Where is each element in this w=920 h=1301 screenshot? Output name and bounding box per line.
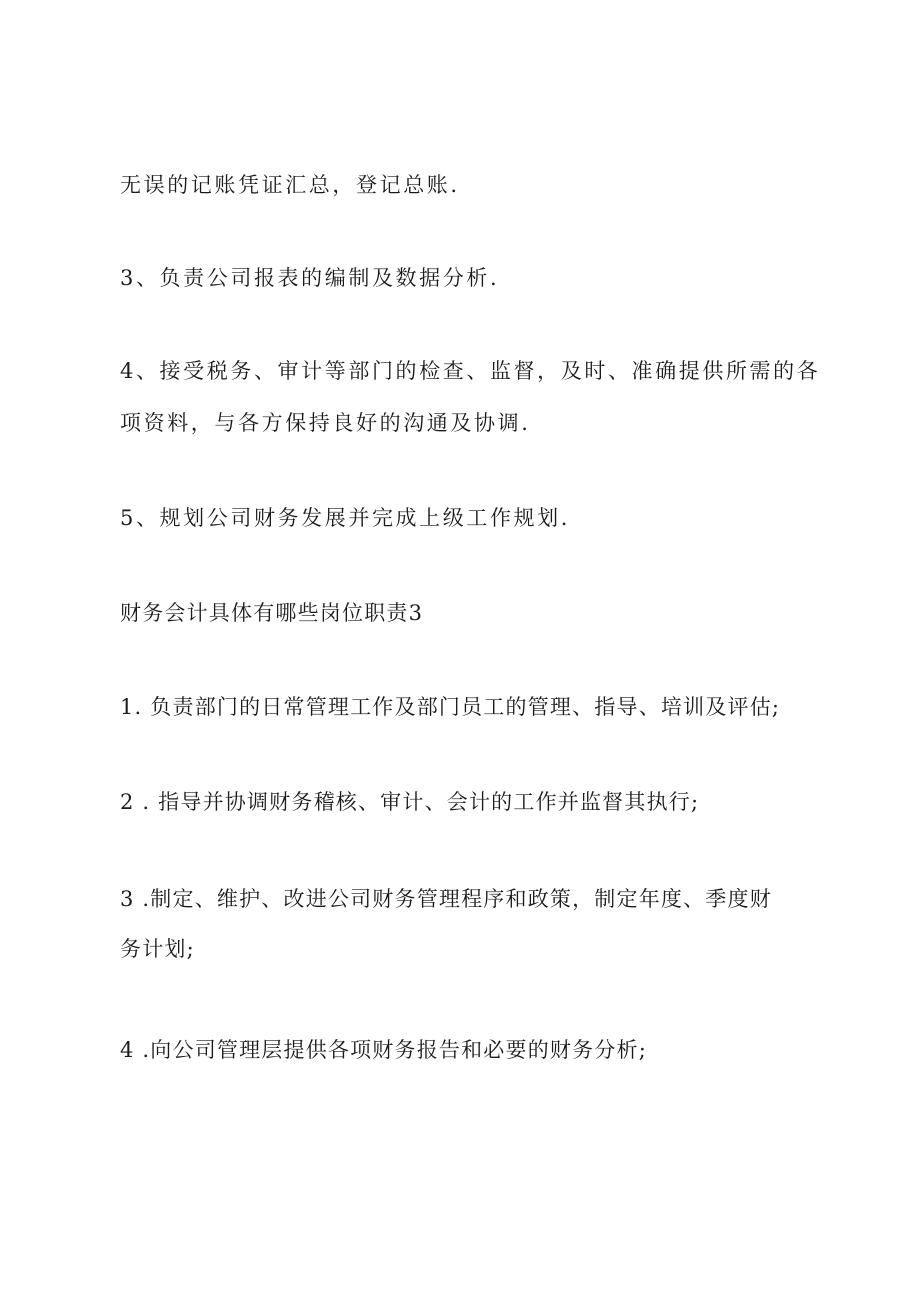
paragraph-line-1: 无误的记账凭证汇总，登记总账. (120, 173, 460, 197)
paragraph-line-5: 5、规划公司财务发展并完成上级工作规划. (120, 506, 571, 530)
paragraph-line-9: 3 .制定、维护、改进公司财务管理程序和政策，制定年度、季度财 (120, 887, 772, 911)
paragraph-line-2: 3、负责公司报表的编制及数据分析. (120, 266, 500, 290)
section-heading: 财务会计具体有哪些岗位职责3 (120, 601, 424, 625)
paragraph-line-11: 4 .向公司管理层提供各项财务报告和必要的财务分析; (120, 1038, 647, 1062)
paragraph-line-8: 2 . 指导并协调财务稽核、审计、会计的工作并监督其执行; (120, 790, 700, 814)
paragraph-line-7: 1. 负责部门的日常管理工作及部门员工的管理、指导、培训及评估; (120, 695, 781, 719)
paragraph-line-3: 4、接受税务、审计等部门的检查、监督，及时、准确提供所需的各 (120, 359, 821, 383)
paragraph-line-10: 务计划; (120, 937, 195, 961)
paragraph-line-4: 项资料，与各方保持良好的沟通及协调. (120, 411, 531, 435)
